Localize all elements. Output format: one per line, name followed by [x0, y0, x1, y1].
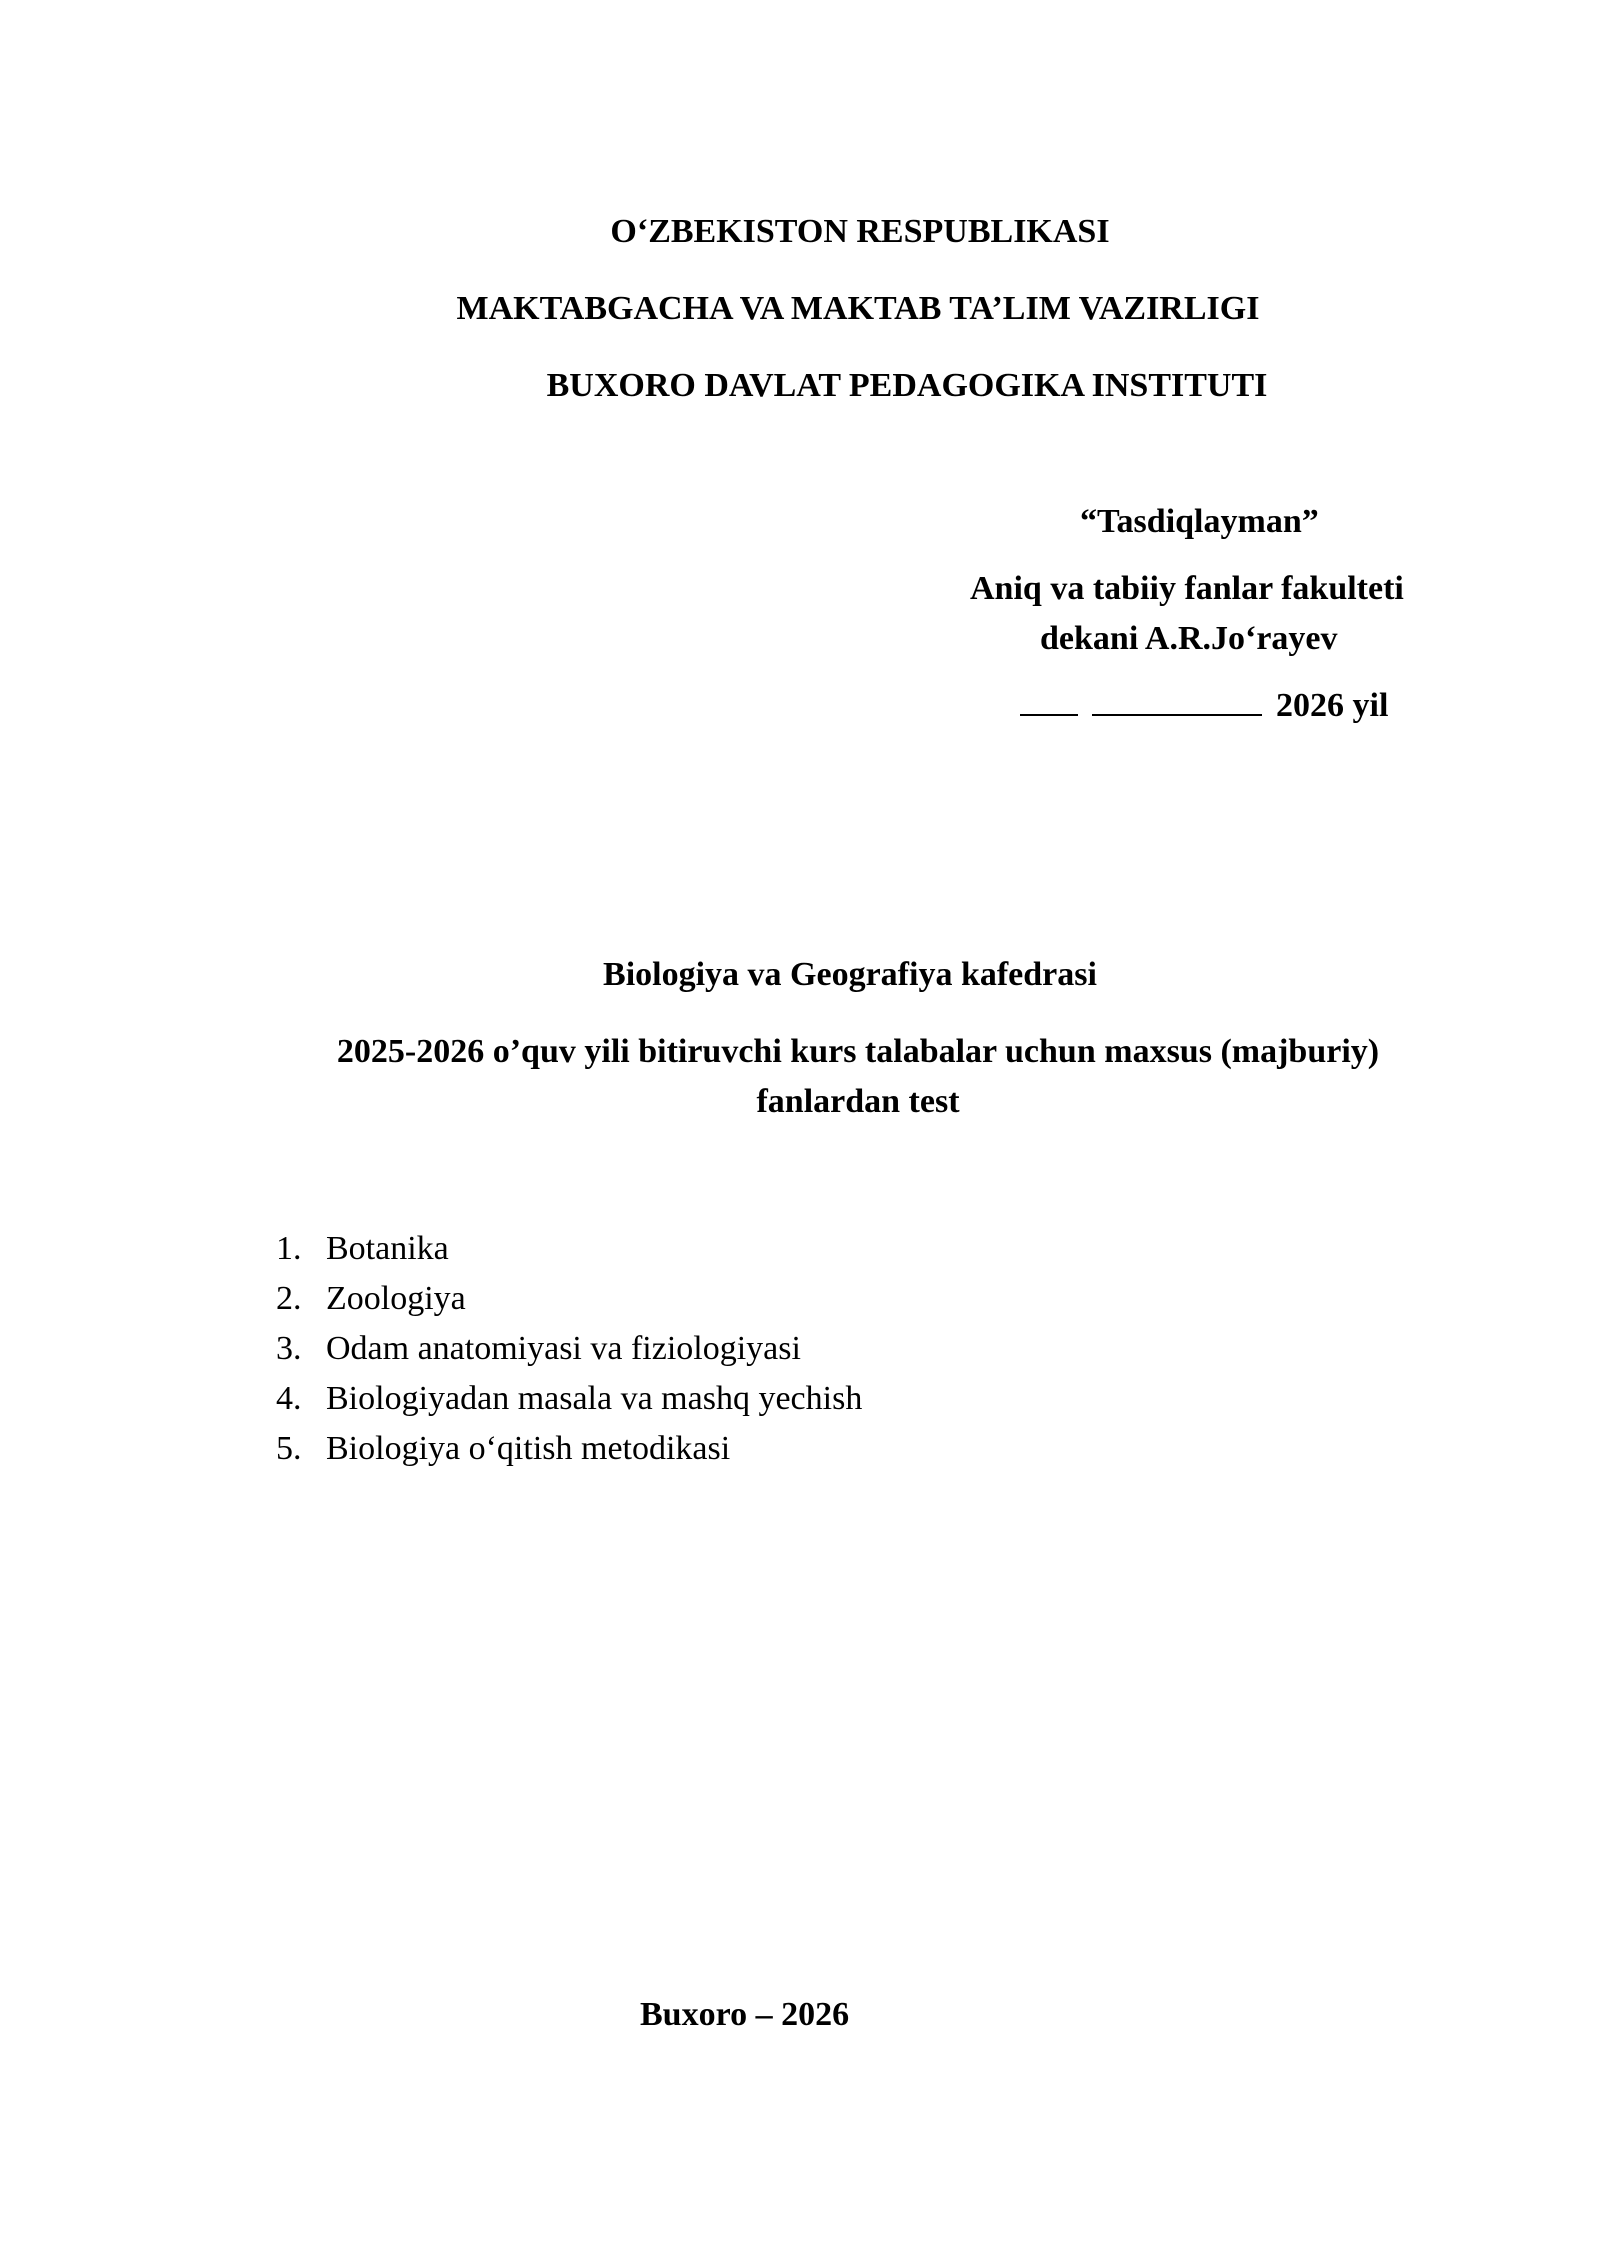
document-title-line1: 2025-2026 o’quv yili bitiruvchi kurs talabalar uchun maxsus (majburiy): [336, 1033, 1380, 1070]
subject-list: [276, 1232, 862, 1482]
list-item-number: 1.: [276, 1230, 302, 1267]
list-item-number: 4.: [276, 1380, 302, 1417]
date-day-blank: [1020, 688, 1078, 716]
approval-year: 2026 yil: [1276, 687, 1389, 724]
list-item-number: 5.: [276, 1430, 302, 1467]
approval-heading: “Tasdiqlayman”: [1080, 503, 1319, 540]
header-ministry: MAKTABGACHA VA MAKTAB TA’LIM VAZIRLIGI: [456, 290, 1260, 327]
date-month-blank: [1092, 688, 1262, 716]
approval-date-line: [1020, 688, 1388, 723]
list-item-text: Odam anatomiyasi va fiziologiyasi: [326, 1330, 801, 1367]
list-item: [276, 1382, 862, 1432]
approval-faculty: Aniq va tabiiy fanlar fakulteti: [970, 570, 1404, 607]
document-title-line2: fanlardan test: [756, 1083, 960, 1120]
list-item: [276, 1232, 862, 1282]
list-item-text: Biologiya o‘qitish metodikasi: [326, 1430, 731, 1467]
list-item: [276, 1332, 862, 1382]
header-institute: BUXORO DAVLAT PEDAGOGIKA INSTITUTI: [546, 367, 1268, 404]
list-item-text: Zoologiya: [326, 1280, 466, 1317]
header-country: O‘ZBEKISTON RESPUBLIKASI: [610, 213, 1110, 250]
list-item: [276, 1282, 862, 1332]
department-title: Biologiya va Geografiya kafedrasi: [603, 956, 1097, 993]
list-item: [276, 1432, 862, 1482]
list-item-number: 3.: [276, 1330, 302, 1367]
approval-dean: dekani A.R.Jo‘rayev: [1040, 620, 1338, 657]
list-item-text: Biologiyadan masala va mashq yechish: [326, 1380, 863, 1417]
list-item-text: Botanika: [326, 1230, 449, 1267]
list-item-number: 2.: [276, 1280, 302, 1317]
footer-place-year: Buxoro – 2026: [640, 1996, 850, 2033]
